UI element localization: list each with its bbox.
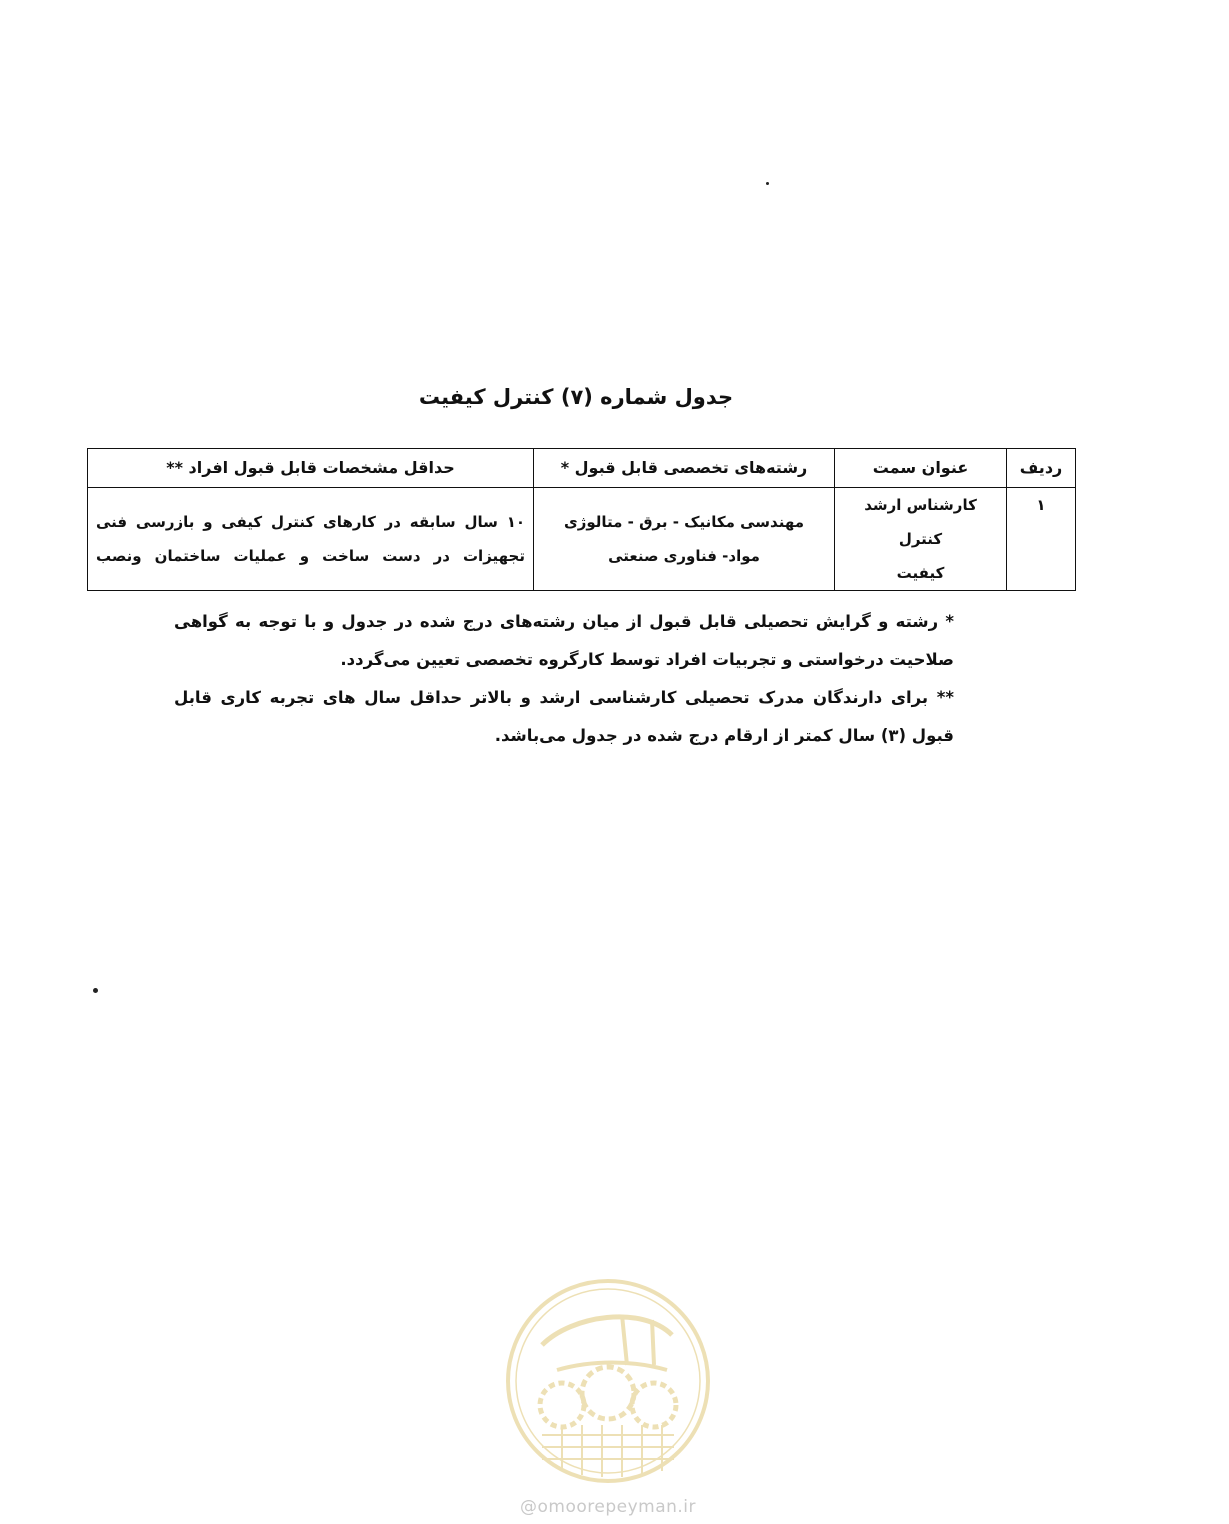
page-title: جدول شماره (۷) کنترل کیفیت xyxy=(418,385,734,409)
specifications-table xyxy=(87,448,1076,591)
table-header-row xyxy=(88,449,1076,488)
row-number-text: ۱ xyxy=(1036,496,1046,514)
position-line-2: کیفیت xyxy=(896,564,945,582)
footnotes xyxy=(174,603,954,755)
requirements-line-2: تجهیزات در دست ساخت و عملیات ساختمان ونصب xyxy=(96,547,525,565)
cell-minimum-requirements xyxy=(88,488,534,591)
fields-line-2: مواد- فناوری صنعتی xyxy=(608,547,760,565)
scan-speck xyxy=(766,182,769,185)
cell-position-title xyxy=(835,488,1007,591)
fields-line-1: مهندسی مکانیک - برق - متالوژی xyxy=(563,513,805,531)
scan-speck xyxy=(93,988,98,993)
requirements-line-1: ۱۰ سال سابقه در کارهای کنترل کیفی و بازرسی فنی xyxy=(96,513,525,531)
header-accepted-fields: رشته‌های تخصصی قابل قبول * xyxy=(534,449,835,488)
cell-row-number xyxy=(1007,488,1076,591)
header-minimum-requirements: حداقل مشخصات قابل قبول افراد ** xyxy=(88,449,534,488)
footnote-experience: ** برای دارندگان مدرک تحصیلی کارشناسی ارشد و بالاتر حداقل سال های تجربه کاری قابل قبول (۳) سال کمتر از ارقام درج شده در جدول می‌باشد. xyxy=(174,688,954,745)
cell-accepted-fields xyxy=(534,488,835,591)
header-position-title: عنوان سمت xyxy=(835,449,1007,488)
header-row-number: ردیف xyxy=(1007,449,1076,488)
watermark-logo-icon xyxy=(502,1275,714,1487)
footnote-fields: * رشته و گرایش تحصیلی قابل قبول از میان رشته‌های درج شده در جدول و با توجه به گواهی صلاحیت درخواستی و تجربیات افراد توسط کارگروه تخصصی تعیین می‌گردد. xyxy=(174,612,954,669)
position-line-1: کارشناس ارشد کنترل xyxy=(864,496,977,548)
table-row xyxy=(88,488,1076,591)
watermark-text: @omoorepeyman.ir xyxy=(519,1497,697,1517)
